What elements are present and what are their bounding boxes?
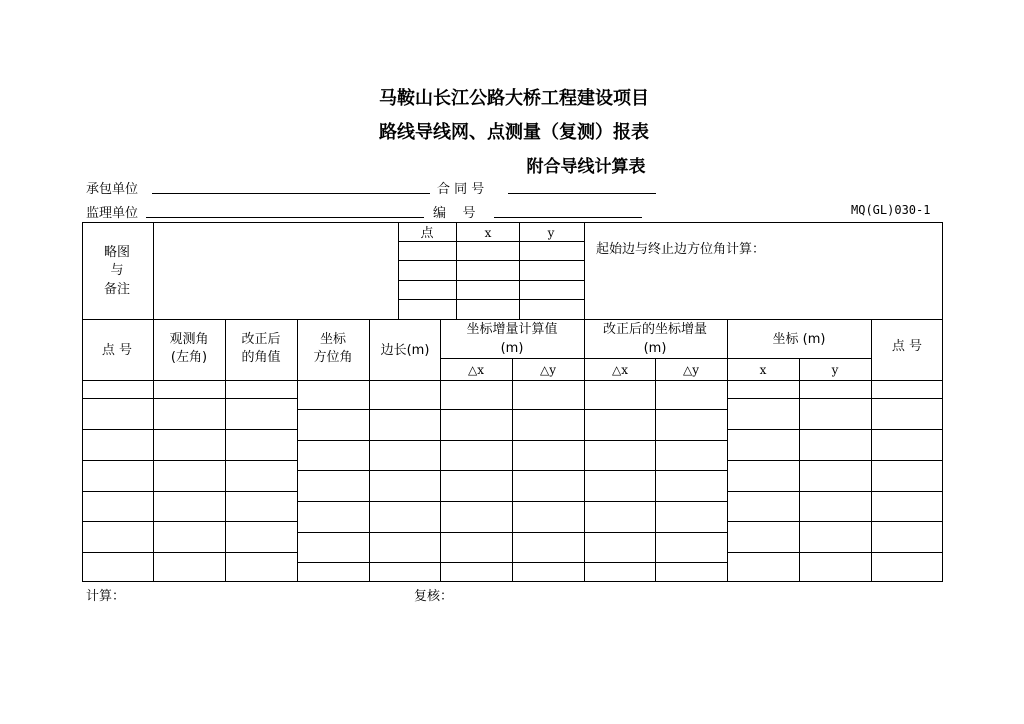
form-code: MQ(GL)030-1 bbox=[851, 203, 931, 217]
col-corrected-angle: 改正后 bbox=[241, 332, 281, 347]
col-obs-angle-sub: (左角) bbox=[170, 350, 208, 365]
known-point-header: 点 bbox=[420, 226, 434, 241]
col-coord-y: y bbox=[831, 363, 839, 377]
col-calc-increment-unit: (m) bbox=[500, 341, 524, 356]
col-side-length: 边长(m) bbox=[380, 343, 430, 358]
col-bearing: 坐标 bbox=[319, 332, 347, 347]
supervisor-label: 监理单位 bbox=[86, 206, 139, 221]
sketch-label-2: 与 bbox=[110, 263, 124, 278]
known-x-header: x bbox=[484, 226, 492, 240]
known-y-header: y bbox=[547, 226, 555, 240]
report-title: 路线导线网、点测量（复测）报表 bbox=[379, 122, 649, 143]
compute-label: 计算： bbox=[86, 589, 126, 604]
col-calc-increment: 坐标增量计算值 bbox=[466, 322, 558, 337]
azimuth-note: 起始边与终止边方位角计算： bbox=[596, 242, 766, 257]
project-title: 马鞍山长江公路大桥工程建设项目 bbox=[379, 88, 649, 109]
col-calc-dy: △y bbox=[539, 363, 557, 377]
review-label: 复核： bbox=[414, 589, 454, 604]
col-coord-x: x bbox=[759, 363, 767, 377]
col-point: 点 号 bbox=[101, 343, 133, 358]
sketch-label-1: 略图 bbox=[103, 245, 131, 260]
sketch-label-3: 备注 bbox=[103, 282, 131, 297]
col-corrected-increment-unit: (m) bbox=[643, 341, 667, 356]
serial-label: 编 号 bbox=[433, 206, 476, 221]
col-corrected-angle-sub: 的角值 bbox=[241, 350, 281, 365]
col-corr-dx: △x bbox=[612, 363, 628, 377]
sheet-title: 附合导线计算表 bbox=[526, 157, 646, 177]
contract-no-label: 合 同 号 bbox=[437, 182, 485, 197]
col-corr-dy: △y bbox=[682, 363, 700, 377]
col-corrected-increment: 改正后的坐标增量 bbox=[602, 322, 708, 337]
col-bearing-sub: 方位角 bbox=[313, 350, 353, 365]
col-calc-dx: △x bbox=[468, 363, 484, 377]
contractor-label: 承包单位 bbox=[86, 182, 139, 197]
col-point-right: 点 号 bbox=[891, 339, 923, 354]
col-obs-angle: 观测角 bbox=[169, 332, 209, 347]
col-coordinates: 坐标 (m) bbox=[772, 332, 826, 347]
